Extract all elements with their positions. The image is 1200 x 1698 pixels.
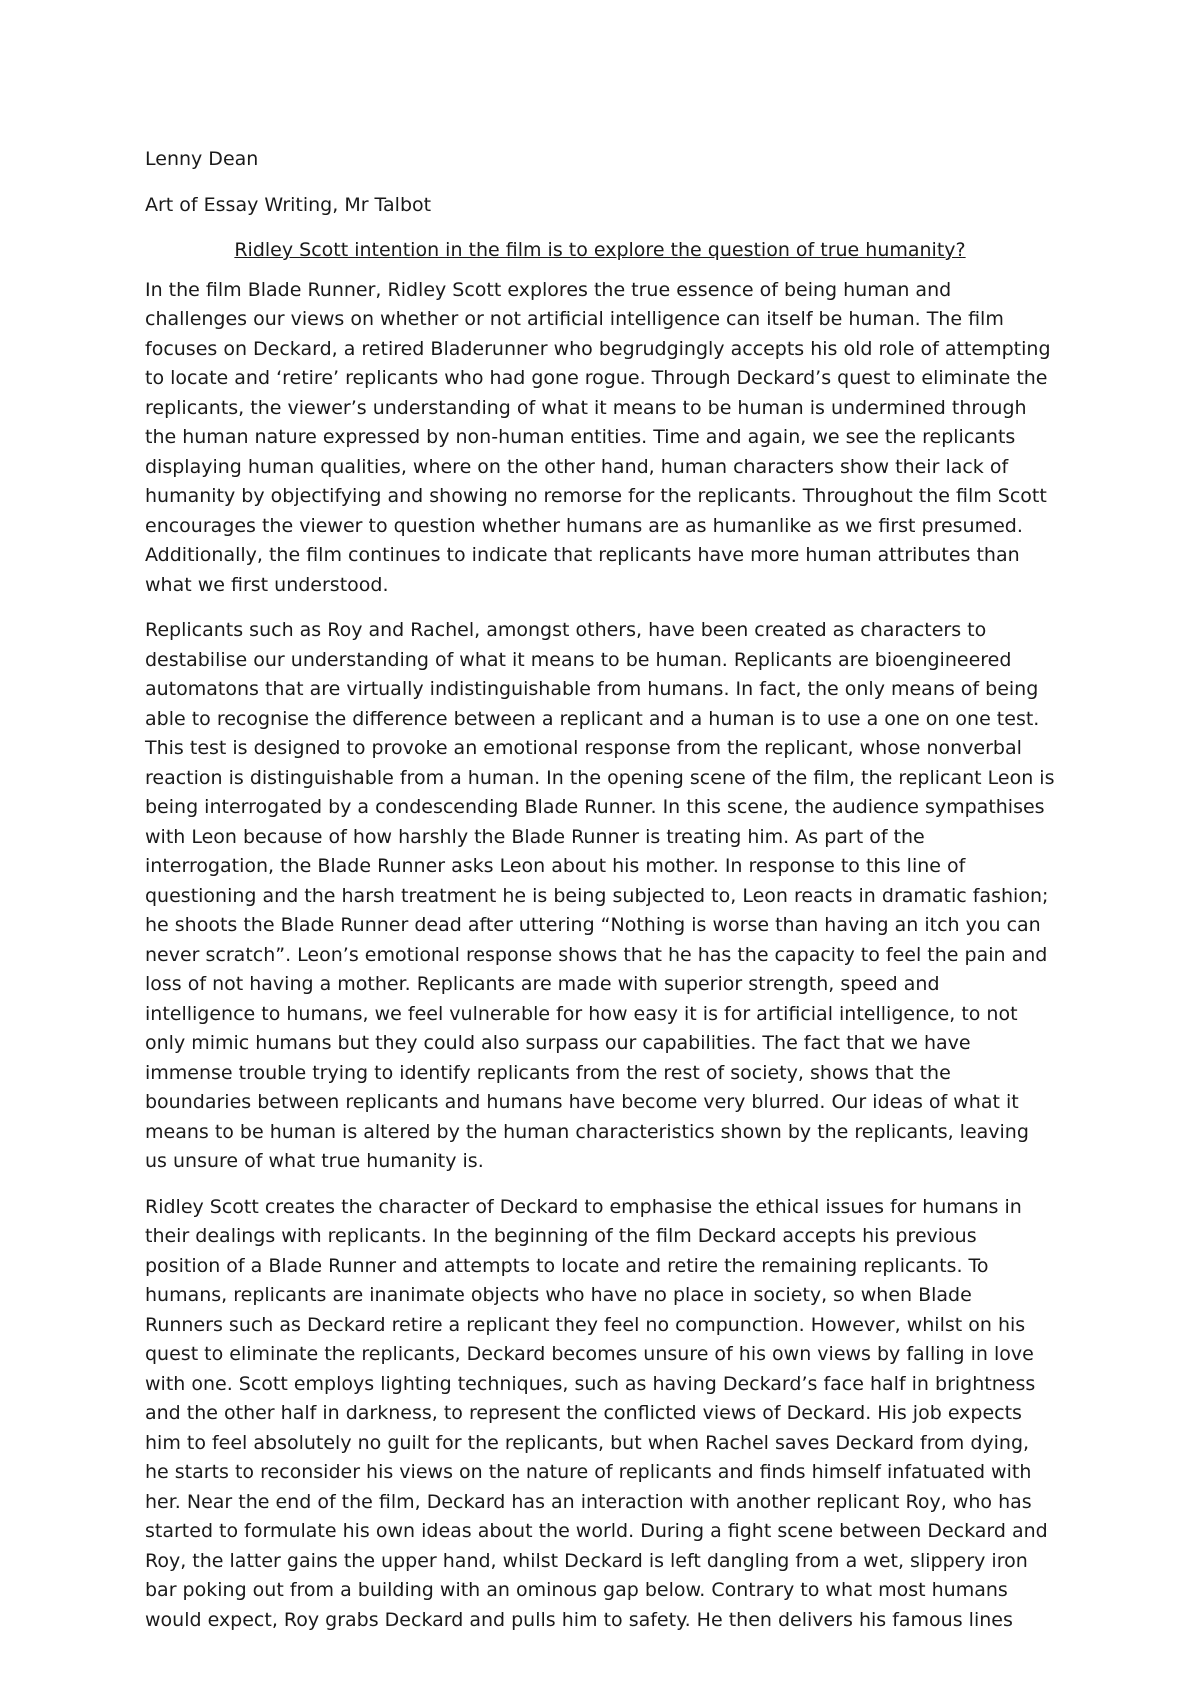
- course-info: Art of Essay Writing, Mr Talbot: [145, 193, 432, 216]
- author-name: Lenny Dean: [145, 148, 259, 170]
- paragraph-replicants: Replicants such as Roy and Rachel, amongst others, have been created as characters to destabilise our understanding of what it means to be human. Replicants are bioengineered automatons that are virtually indistinguishable from humans. In fact, the only means of being able to recognise the difference between a replicant and a human is to use a one on one test. This test is designed to provoke an emotional response from the replicant, whose nonverbal reaction is distinguishable from a human. In the opening scene of the film, the replicant Leon is being interrogated by a condescending Blade Runner. In this scene, the audience sympathises with Leon because of how harshly the Blade Runner is treating him. As part of the interrogation, the Blade Runner asks Leon about his mother. In response to this line of questioning and the harsh treatment he is being subjected to, Leon reacts in dramatic fashion; he shoots the Blade Runner dead after uttering “Nothing is worse than having an itch you can never scratch”. Leon’s emotional response shows that he has the capacity to feel the pain and loss of not having a mother. Replicants are made with superior strength, speed and intelligence to humans, we feel vulnerable for how easy it is for artificial intelligence, to not only mimic humans but they could also surpass our capabilities. The fact that we have immense trouble trying to identify replicants from the rest of society, shows that the boundaries between replicants and humans have become very blurred. Our ideas of what it means to be human is altered by the human characteristics shown by the replicants, leaving us unsure of what true humanity is.: [145, 619, 1055, 1172]
- essay-title: Ridley Scott intention in the film is to explore the question of true humanity?: [234, 239, 966, 261]
- paragraph-deckard: Ridley Scott creates the character of Deckard to emphasise the ethical issues for humans in their dealings with replicants. In the beginning of the film Deckard accepts his previous position of a Blade Runner and attempts to locate and retire the remaining replicants. To humans, replicants are inanimate objects who have no place in society, so when Blade Runners such as Deckard retire a replicant they feel no compunction. However, whilst on his quest to eliminate the replicants, Deckard becomes unsure of his own views by falling in love with one. Scott employs lighting techniques, such as having Deckard’s face half in brightness and the other half in darkness, to represent the conflicted views of Deckard. His job expects him to feel absolutely no guilt for the replicants, but when Rachel saves Deckard from dying, he starts to reconsider his views on the nature of replicants and finds himself infatuated with her. Near the end of the film, Deckard has an interaction with another replicant Roy, who has started to formulate his own ideas about the world. During a fight scene between Deckard and Roy, the latter gains the upper hand, whilst Deckard is left dangling from a wet, slippery iron bar poking out from a building with an ominous gap below. Contrary to what most humans would expect, Roy grabs Deckard and pulls him to safety. He then delivers his famous lines: [145, 1195, 1048, 1631]
- paragraph-intro: In the film Blade Runner, Ridley Scott explores the true essence of being human and challenges our views on whether or not artificial intelligence can itself be human. The film focuses on Deckard, a retired Bladerunner who begrudgingly accepts his old role of attempting to locate and ‘retire’ replicants who had gone rogue. Through Deckard’s quest to eliminate the replicants, the viewer’s understanding of what it means to be human is undermined through the human nature expressed by non-human entities. Time and again, we see the replicants displaying human qualities, where on the other hand, human characters show their lack of humanity by objectifying and showing no remorse for the replicants. Throughout the film Scott encourages the viewer to question whether humans are as humanlike as we first presumed. Additionally, the film continues to indicate that replicants have more human attributes than what we first understood.: [145, 278, 1051, 596]
